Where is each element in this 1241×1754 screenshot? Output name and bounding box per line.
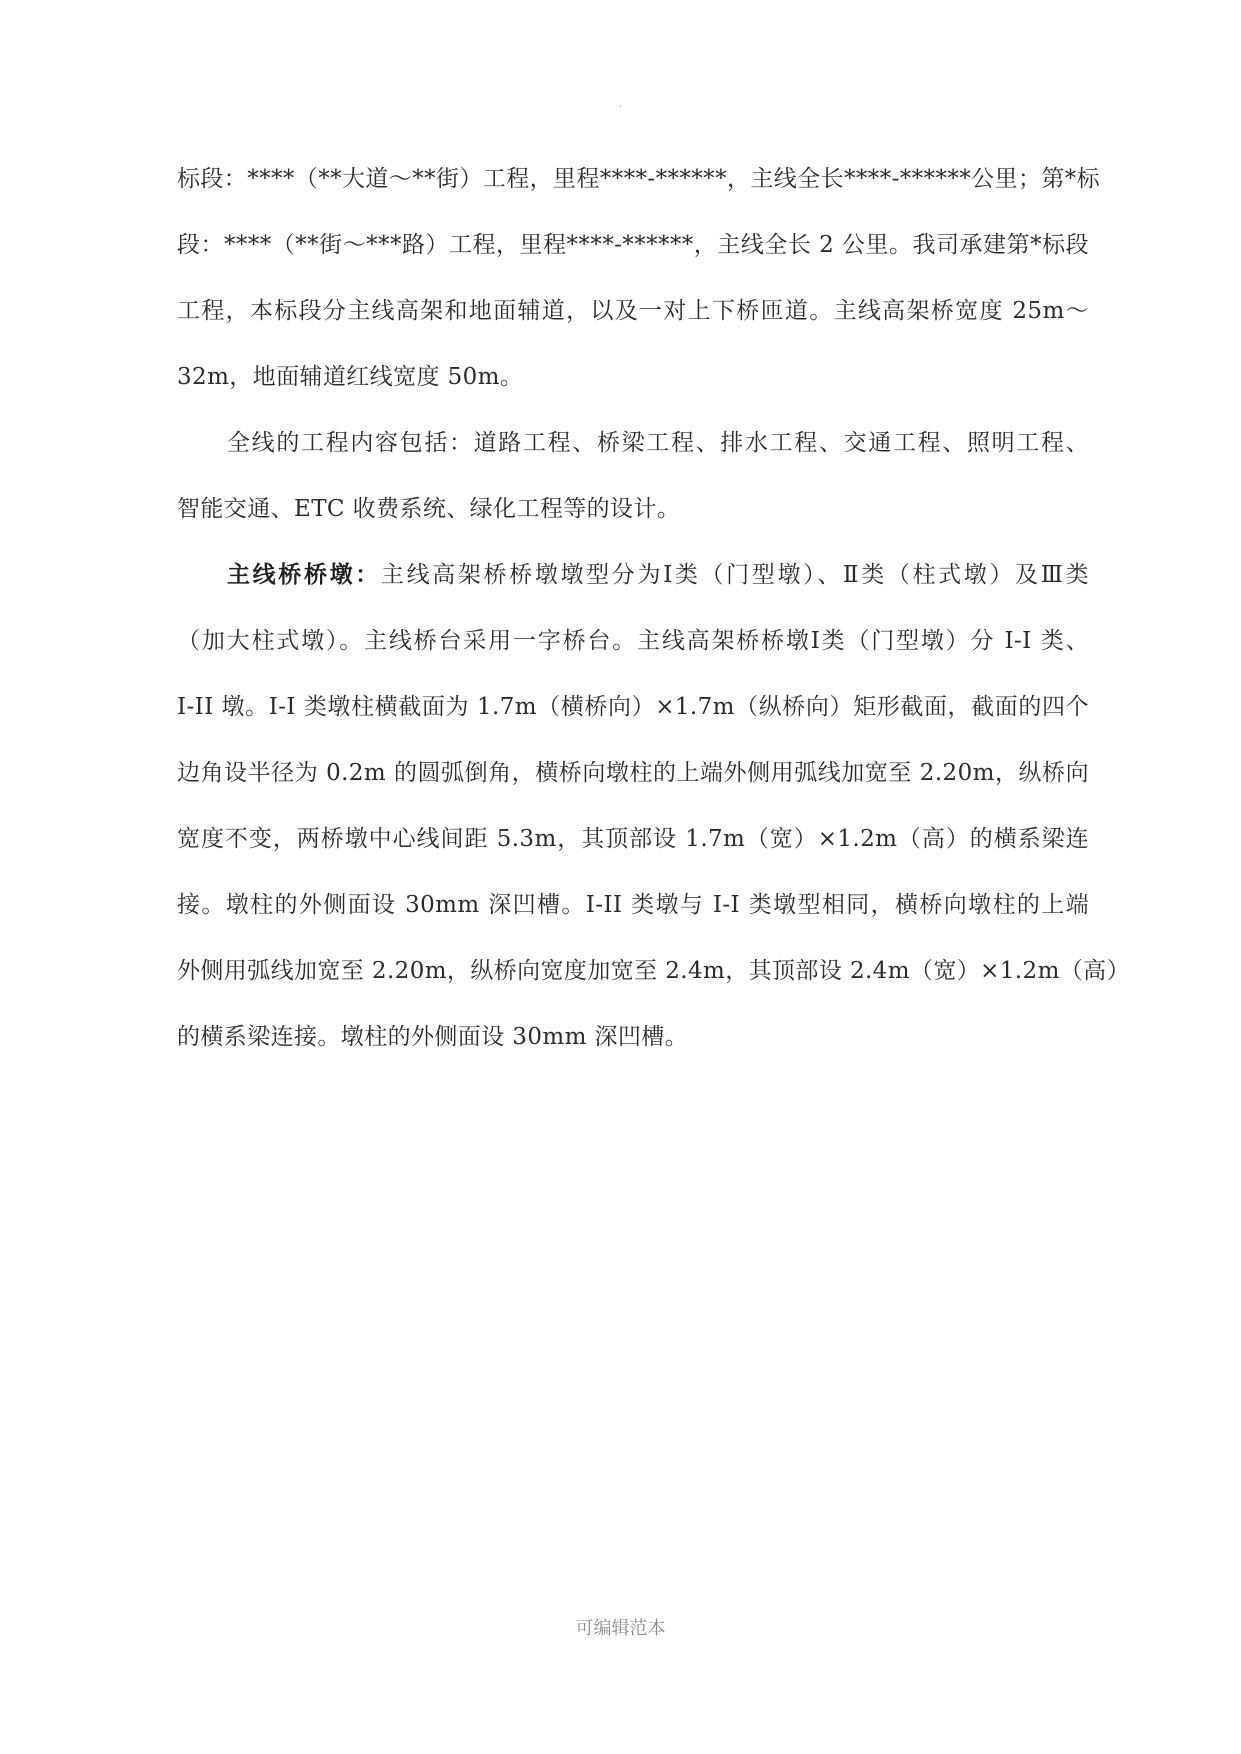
paragraph-line: I-II 墩。I-I 类墩柱横截面为 1.7m（横桥向）×1.7m（纵桥向）矩形截面，截面的四个 [177, 694, 1089, 720]
paragraph-line: 的横系梁连接。墩柱的外侧面设 30mm 深凹槽。 [177, 1024, 689, 1050]
paragraph-line-text: 主线高架桥桥墩墩型分为Ⅰ类（门型墩）、Ⅱ类（柱式墩）及Ⅲ类 [380, 562, 1089, 588]
paragraph-project-sections [177, 161, 1101, 425]
paragraph-line: 全线的工程内容包括：道路工程、桥梁工程、排水工程、交通工程、照明工程、 [227, 430, 1089, 456]
header-marker: . [618, 99, 623, 110]
paragraph-line: 外侧用弧线加宽至 2.20m，纵桥向宽度加宽至 2.4m，其顶部设 2.4m（宽）×1.2m（高） [177, 958, 1130, 984]
paragraph-lead-heading: 主线桥桥墩： [227, 561, 381, 588]
paragraph-line: 32m，地面辅道红线宽度 50m。 [177, 364, 524, 390]
paragraph-line: 接。墩柱的外侧面设 30mm 深凹槽。I-II 类墩与 I-I 类墩型相同，横桥向墩柱的上端 [177, 892, 1089, 918]
paragraph-first-line [177, 557, 1089, 623]
paragraph-line: 标段：****（**大道～**街）工程，里程****-******，主线全长****-******公里；第*标 [177, 166, 1101, 192]
paragraph-line: 工程，本标段分主线高架和地面辅道，以及一对上下桥匝道。主线高架桥宽度 25m～ [177, 298, 1089, 324]
paragraph-line: 智能交通、ETC 收费系统、绿化工程等的设计。 [177, 496, 681, 522]
paragraph-line: （加大柱式墩）。主线桥台采用一字桥台。主线高架桥桥墩Ⅰ类（门型墩）分 I-I 类、 [177, 628, 1089, 654]
paragraph-scope [177, 425, 1089, 557]
document-body [177, 161, 1130, 1085]
paragraph-bridge-piers [177, 557, 1130, 1085]
paragraph-line: 段：****（**街～***路）工程，里程****-******，主线全长 2 公里。我司承建第*标段 [177, 232, 1089, 258]
page-footer: 可编辑范本 [575, 1618, 666, 1639]
paragraph-line: 宽度不变，两桥墩中心线间距 5.3m，其顶部设 1.7m（宽）×1.2m（高）的横系梁连 [177, 826, 1089, 852]
paragraph-line: 边角设半径为 0.2m 的圆弧倒角，横桥向墩柱的上端外侧用弧线加宽至 2.20m，纵桥向 [177, 760, 1089, 786]
